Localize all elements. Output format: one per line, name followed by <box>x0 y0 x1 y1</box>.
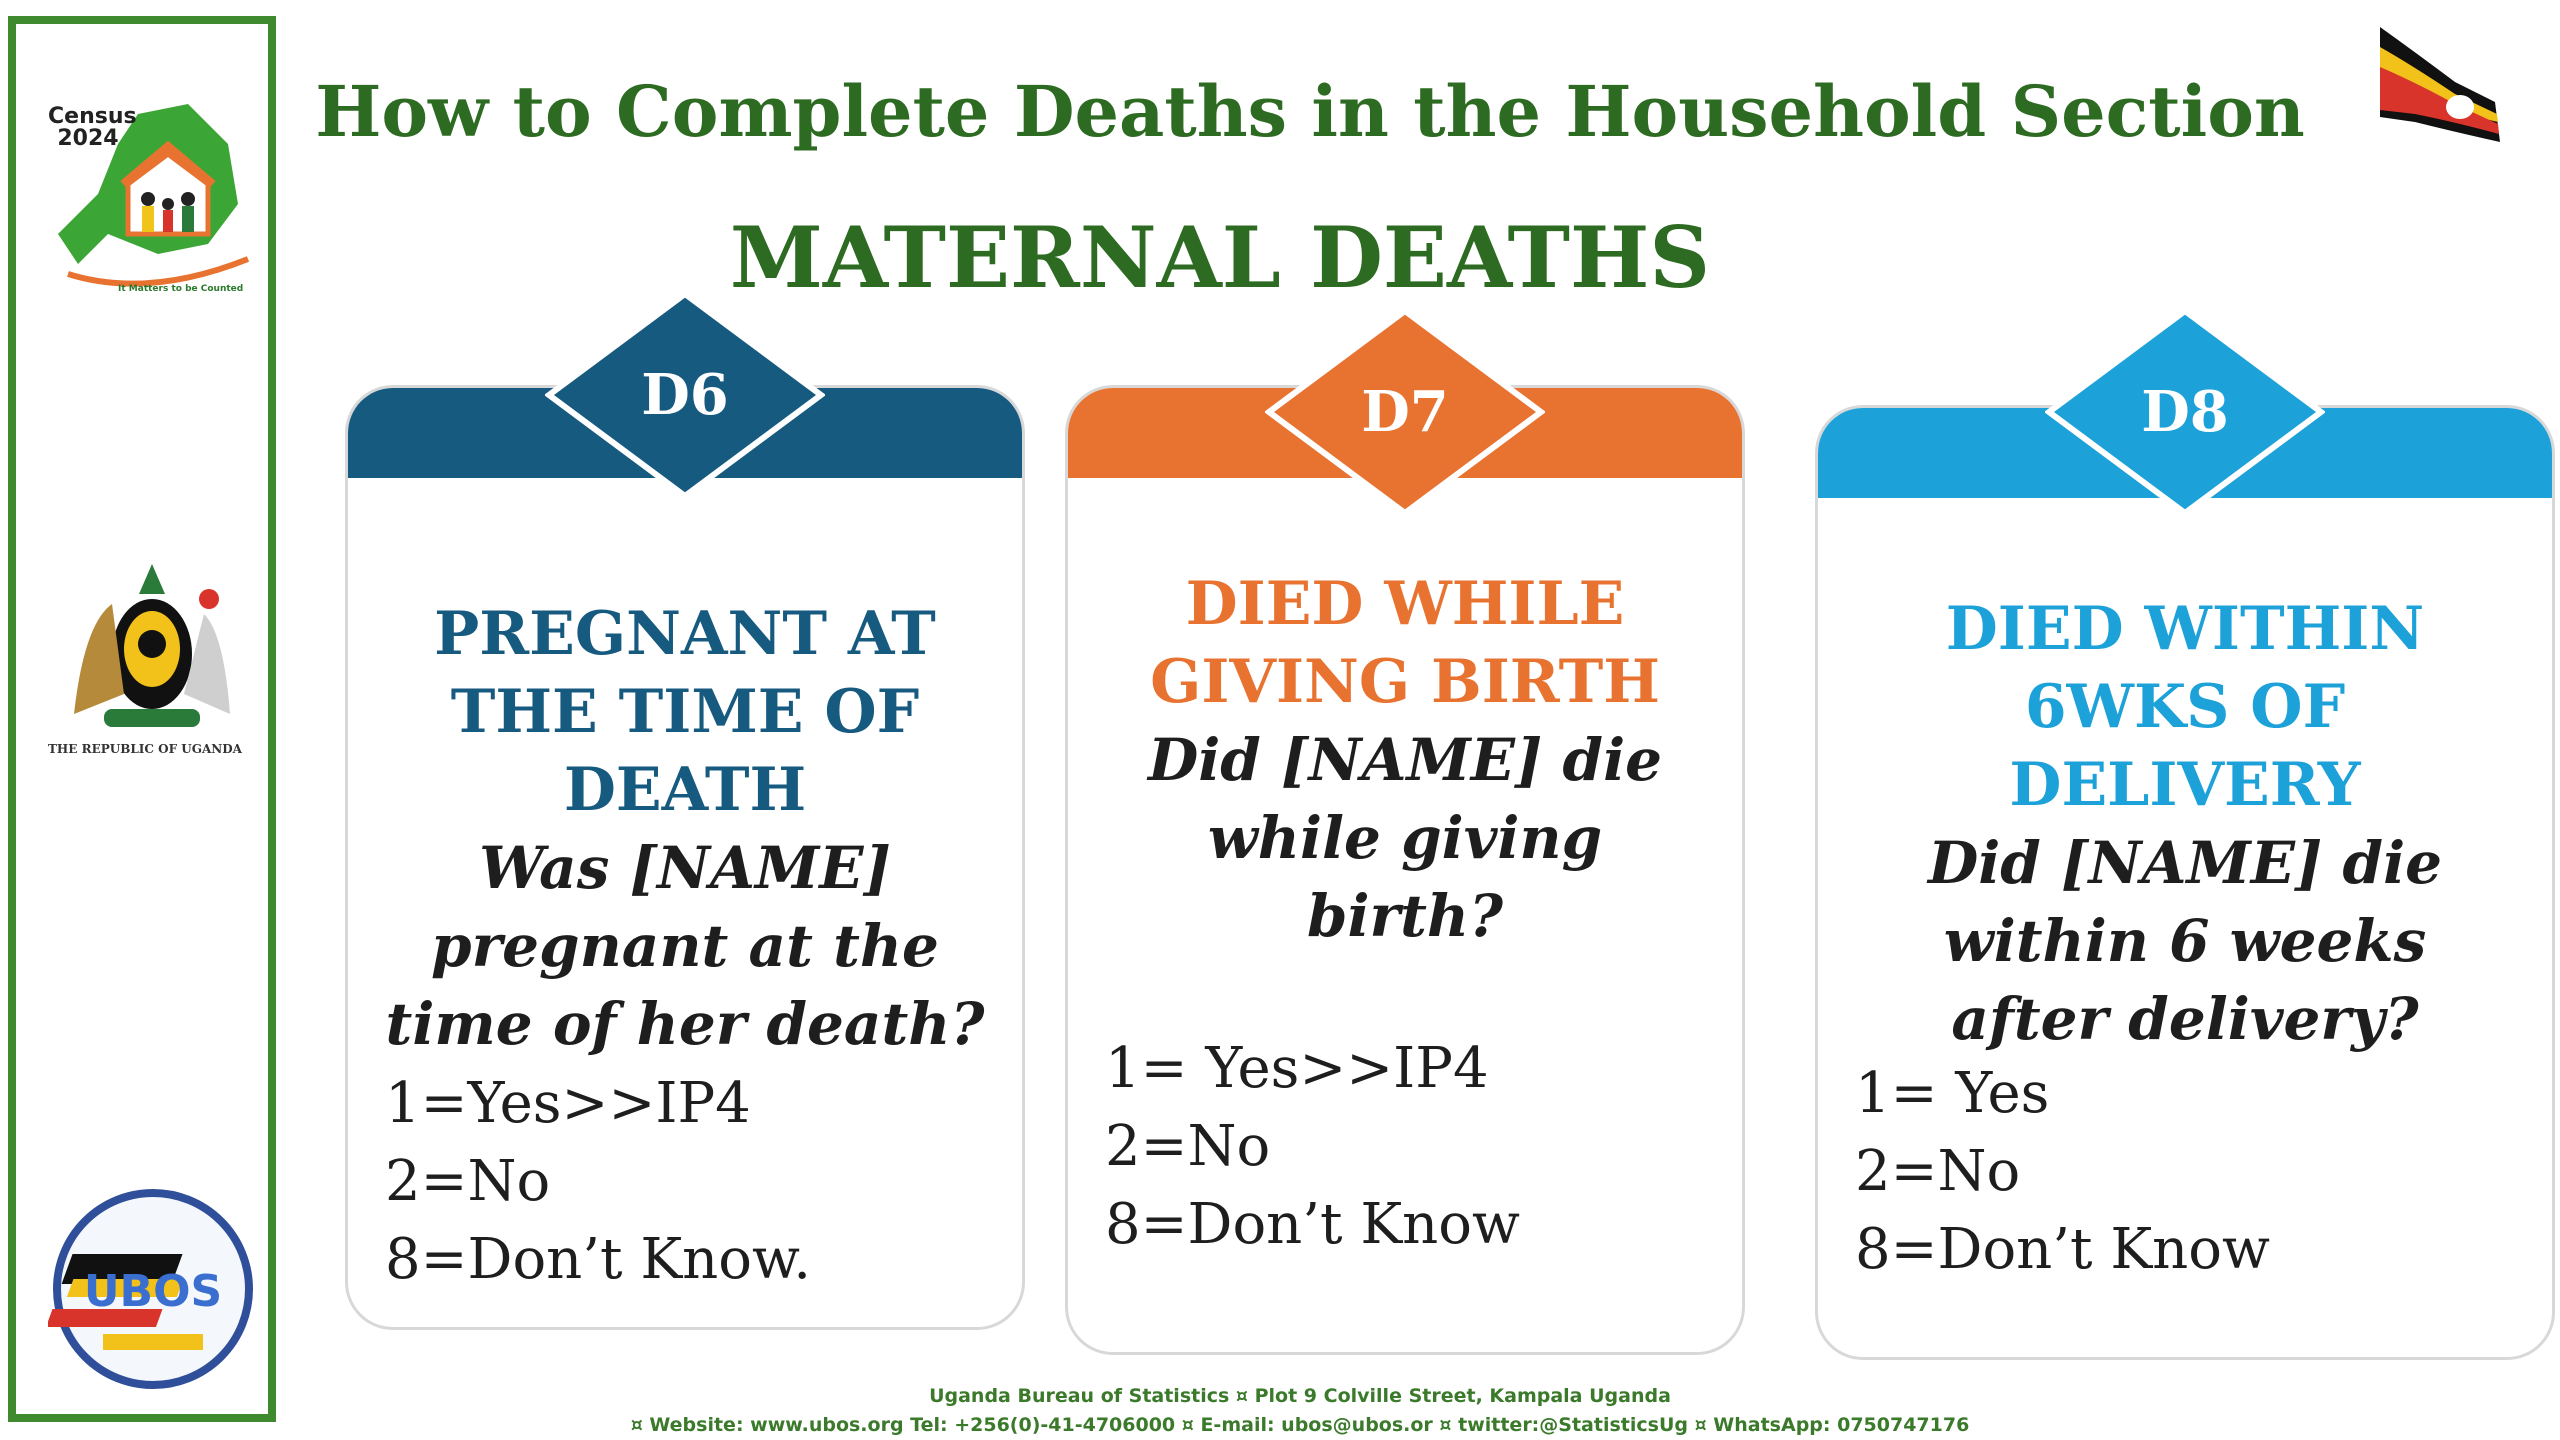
answer-option: 8=Don’t Know. <box>385 1227 812 1292</box>
census-2024-logo <box>38 84 268 304</box>
footer-contacts: ¤ Website: www.ubos.org Tel: +256(0)-41-4706000 ¤ E-mail: ubos@ubos.or ¤ twitter:@StatisticsUg ¤ WhatsApp: 0750747176 <box>630 1414 1970 1436</box>
ubos-emblem-icon <box>48 1184 258 1394</box>
left-logo-sidebar <box>8 16 276 1422</box>
answer-option: 8=Don’t Know <box>1855 1217 2270 1282</box>
ubos-logo <box>48 1184 258 1394</box>
card-d6 <box>345 362 1025 1330</box>
answer-options <box>1855 1055 2535 1289</box>
answer-option: 2=No <box>1105 1114 1271 1179</box>
card-text <box>1085 565 1725 955</box>
card-text <box>365 595 1005 1063</box>
section-subtitle: MATERNAL DEATHS <box>729 208 1711 307</box>
answer-option: 1= Yes>>IP4 <box>1105 1036 1489 1101</box>
answer-option: 8=Don’t Know <box>1105 1192 1520 1257</box>
coat-of-arms-emblem <box>34 544 270 764</box>
question-code-badge <box>2045 307 2325 517</box>
coat-of-arms-icon <box>34 544 270 744</box>
card-question: Was [NAME] pregnant at the time of her death? <box>385 834 985 1058</box>
uganda-flag-icon <box>2375 22 2505 157</box>
page-title: How to Complete Deaths in the Household Section <box>315 70 2305 153</box>
question-code-badge <box>1265 307 1545 517</box>
card-heading: DIED WHILE GIVING BIRTH <box>1150 569 1660 717</box>
question-code: D6 <box>641 362 729 428</box>
card-heading: DIED WITHIN 6WKS OF DELIVERY <box>1945 594 2425 820</box>
footer-address: Uganda Bureau of Statistics ¤ Plot 9 Colville Street, Kampala Uganda <box>929 1385 1671 1407</box>
answer-option: 1= Yes <box>1855 1061 2050 1126</box>
answer-option: 2=No <box>1855 1139 2021 1204</box>
card-d8 <box>1815 379 2555 1360</box>
census-tagline: It Matters to be Counted <box>118 284 244 294</box>
card-question: Did [NAME] die within 6 weeks after delivery? <box>1927 829 2443 1053</box>
question-code: D7 <box>1361 379 1449 445</box>
ubos-logo-text: UBOS <box>83 1266 223 1317</box>
republic-caption: THE REPUBLIC OF UGANDA <box>48 742 242 756</box>
answer-options <box>1105 1030 1725 1264</box>
answer-option: 2=No <box>385 1149 551 1214</box>
card-question: Did [NAME] die while giving birth? <box>1147 726 1663 950</box>
card-d7 <box>1065 379 1745 1355</box>
census-logo-text: Census 2024 <box>48 104 137 151</box>
question-code-badge <box>545 290 825 500</box>
question-code: D8 <box>2141 379 2229 445</box>
answer-options <box>385 1065 1005 1299</box>
card-text <box>1855 590 2515 1058</box>
card-heading: PREGNANT AT THE TIME OF DEATH <box>434 599 936 825</box>
answer-option: 1=Yes>>IP4 <box>385 1071 751 1136</box>
